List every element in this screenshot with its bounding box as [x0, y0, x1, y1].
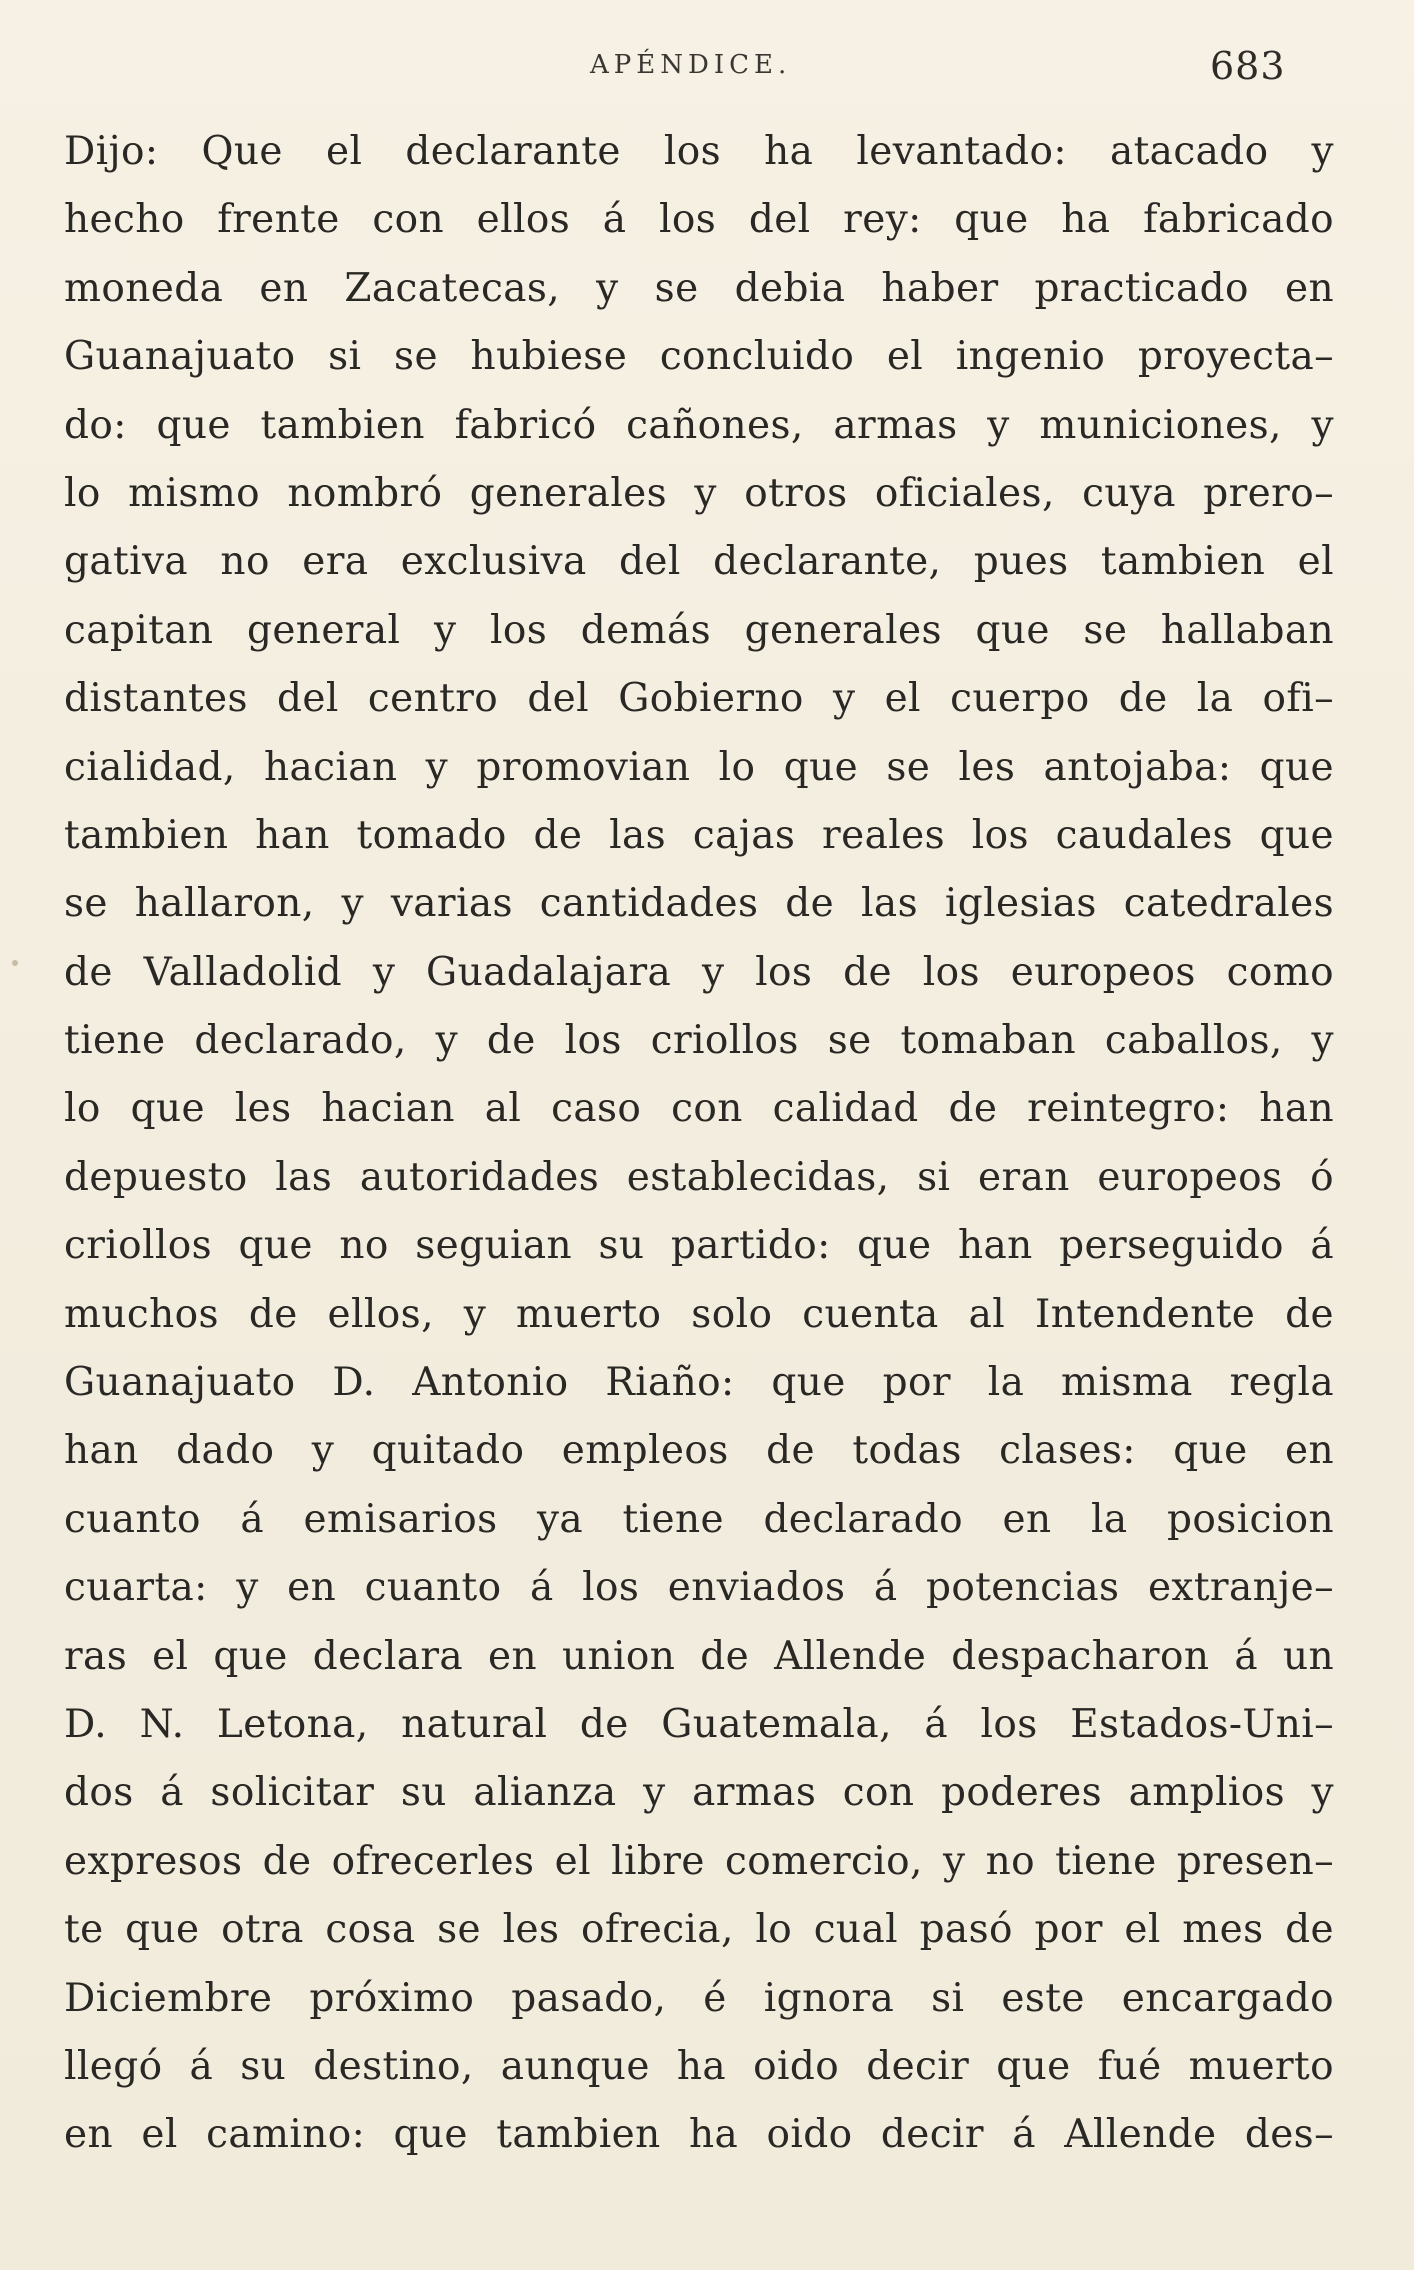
text-line: Dijo: Que el declarante los ha levantado: atacado y [64, 129, 1334, 174]
text-line: se hallaron, y varias cantidades de las iglesias catedrales [64, 881, 1334, 927]
text-line: capitan general y los demás generales que se hallaban [64, 607, 1334, 653]
text-line: criollos que no seguian su partido: que han perseguido á [64, 1223, 1334, 1269]
running-head: APÉNDICE. [590, 50, 792, 80]
text-line: D. N. Letona, natural de Guatemala, á los Estados-Uni– [64, 1701, 1334, 1747]
text-line: dos á solicitar su alianza y armas con poderes amplios y [64, 1770, 1334, 1816]
body-text [64, 118, 1334, 2170]
text-line: te que otra cosa se les ofrecia, lo cual pasó por el mes de [64, 1907, 1334, 1953]
text-line: gativa no era exclusiva del declarante, pues tambien el [64, 539, 1334, 585]
text-line: de Valladolid y Guadalajara y los de los europeos como [64, 949, 1334, 995]
text-line: tiene declarado, y de los criollos se tomaban caballos, y [64, 1018, 1334, 1064]
text-line: llegó á su destino, aunque ha oido decir que fué muerto [64, 2043, 1334, 2089]
text-line: moneda en Zacatecas, y se debia haber practicado en [64, 265, 1334, 311]
text-line: hecho frente con ellos á los del rey: que ha fabricado [64, 197, 1334, 243]
page-number: 683 [1210, 44, 1286, 88]
text-line: Diciembre próximo pasado, é ignora si este encargado [64, 1975, 1334, 2021]
margin-dot [12, 960, 18, 966]
text-line: cialidad, hacian y promovian lo que se les antojaba: que [64, 744, 1334, 790]
text-line: en el camino: que tambien ha oido decir á Allende des– [64, 2112, 1334, 2158]
text-line: lo que les hacian al caso con calidad de reintegro: han [64, 1086, 1334, 1132]
text-line: depuesto las autoridades establecidas, si eran europeos ó [64, 1154, 1334, 1200]
text-line: han dado y quitado empleos de todas clases: que en [64, 1428, 1334, 1474]
text-line: tambien han tomado de las cajas reales los caudales que [64, 812, 1334, 858]
page-header [0, 44, 1414, 100]
text-line: cuanto á emisarios ya tiene declarado en la posicion [64, 1496, 1334, 1542]
text-line: lo mismo nombró generales y otros oficiales, cuya prero– [64, 470, 1334, 516]
text-line: Guanajuato si se hubiese concluido el ingenio proyecta– [64, 334, 1334, 380]
text-line: cuarta: y en cuanto á los enviados á potencias extranje– [64, 1565, 1334, 1611]
text-line: Guanajuato D. Antonio Riaño: que por la misma regla [64, 1360, 1334, 1406]
text-line: muchos de ellos, y muerto solo cuenta al Intendente de [64, 1291, 1334, 1337]
text-line: do: que tambien fabricó cañones, armas y municiones, y [64, 402, 1334, 448]
text-line: expresos de ofrecerles el libre comercio, y no tiene presen– [64, 1838, 1334, 1884]
text-line: ras el que declara en union de Allende despacharon á un [64, 1633, 1334, 1679]
text-line: distantes del centro del Gobierno y el cuerpo de la ofi– [64, 676, 1334, 722]
